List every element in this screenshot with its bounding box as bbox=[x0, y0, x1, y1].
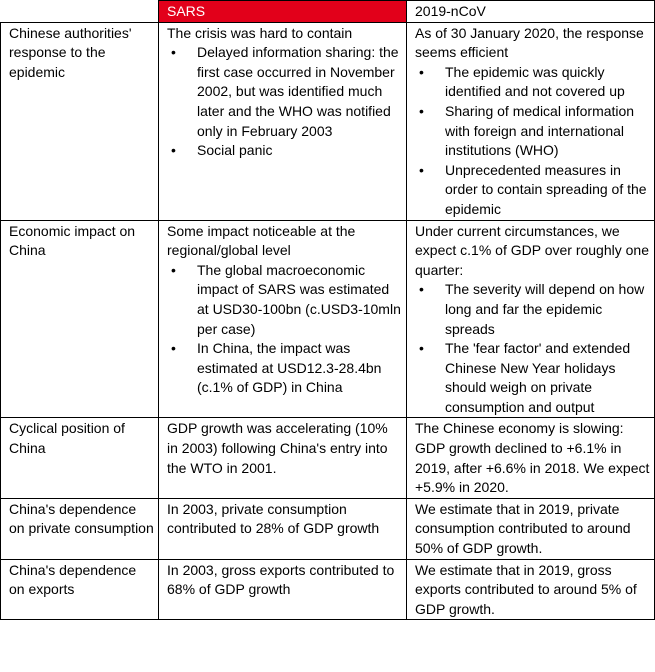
list-item bbox=[415, 161, 650, 220]
bullet-icon: • bbox=[419, 161, 424, 178]
sars-intro-text: In 2003, gross exports contributed to 68% of GDP growth bbox=[167, 561, 395, 598]
sars-cell bbox=[159, 22, 407, 220]
bullet-text: The 'fear factor' and extended Chinese New Year holidays should weigh on private consumption and output bbox=[445, 340, 631, 415]
bullet-text: The severity will depend on how long and far the epidemic spreads bbox=[445, 281, 645, 337]
header-ncov: 2019-nCoV bbox=[407, 1, 655, 23]
list-item bbox=[167, 141, 402, 161]
sars-cell bbox=[159, 220, 407, 418]
list-item bbox=[167, 339, 402, 398]
bullet-text: Social panic bbox=[197, 142, 273, 159]
ncov-intro-text: Under current circumstances, we expect c.1% of GDP over roughly one quarter: bbox=[415, 222, 649, 278]
table-row bbox=[1, 418, 655, 498]
table-row bbox=[1, 22, 655, 220]
ncov-cell bbox=[407, 220, 655, 418]
bullet-text: The global macroeconomic impact of SARS was estimated at USD30-100bn (c.USD3-10mln per case) bbox=[197, 261, 401, 337]
row-label: Economic impact on China bbox=[1, 220, 159, 418]
list-item bbox=[415, 102, 650, 161]
row-label: Chinese authorities' response to the epidemic bbox=[1, 22, 159, 220]
sars-intro-text: GDP growth was accelerating (10% in 2003) following China's entry into the WTO in 2001. bbox=[167, 420, 388, 476]
sars-cell bbox=[159, 559, 407, 620]
ncov-intro-text: As of 30 January 2020, the response seems efficient bbox=[415, 24, 644, 61]
bullet-text: Delayed information sharing: the first case occurred in November 2002, but was identified much later and the WHO was notified only in February 2003 bbox=[197, 44, 399, 139]
ncov-cell bbox=[407, 498, 655, 559]
ncov-bullet-list bbox=[415, 280, 650, 417]
row-label: Cyclical position of China bbox=[1, 418, 159, 498]
bullet-text: The epidemic was quickly identified and not covered up bbox=[445, 63, 625, 100]
sars-cell bbox=[159, 418, 407, 498]
bullet-text: Unprecedented measures in order to contain spreading of the epidemic bbox=[445, 161, 647, 217]
bullet-text: Sharing of medical information with foreign and international institutions (WHO) bbox=[445, 102, 635, 159]
ncov-cell bbox=[407, 418, 655, 498]
bullet-icon: • bbox=[419, 63, 424, 80]
sars-intro-text: Some impact noticeable at the regional/global level bbox=[167, 222, 356, 259]
table-row bbox=[1, 559, 655, 620]
ncov-bullet-list bbox=[415, 63, 650, 220]
sars-bullet-list bbox=[167, 43, 402, 161]
ncov-intro-text: We estimate that in 2019, private consumption contributed to around 50% of GDP growth. bbox=[415, 500, 631, 557]
sars-intro-text: In 2003, private consumption contributed to 28% of GDP growth bbox=[167, 500, 380, 537]
bullet-icon: • bbox=[171, 261, 176, 278]
table-row bbox=[1, 498, 655, 559]
list-item bbox=[415, 280, 650, 339]
ncov-intro-text: The Chinese economy is slowing: GDP growth declined to +6.1% in 2019, after +6.6% in 2018. We expect +5.9% in 2020. bbox=[415, 420, 650, 496]
list-item bbox=[415, 63, 650, 102]
list-item bbox=[167, 43, 402, 141]
list-item bbox=[167, 261, 402, 339]
sars-intro-text: The crisis was hard to contain bbox=[167, 24, 353, 41]
sars-cell bbox=[159, 498, 407, 559]
list-item bbox=[415, 339, 650, 417]
bullet-icon: • bbox=[419, 340, 424, 357]
bullet-icon: • bbox=[171, 44, 176, 61]
ncov-cell bbox=[407, 22, 655, 220]
row-label: China's dependence on private consumption bbox=[1, 498, 159, 559]
header-sars: SARS bbox=[159, 1, 407, 23]
bullet-icon: • bbox=[171, 340, 176, 357]
ncov-cell bbox=[407, 559, 655, 620]
ncov-intro-text: We estimate that in 2019, gross exports contributed to around 5% of GDP growth. bbox=[415, 561, 637, 617]
bullet-text: In China, the impact was estimated at USD12.3-28.4bn (c.1% of GDP) in China bbox=[197, 340, 382, 396]
table-row bbox=[1, 220, 655, 418]
header-blank-cell bbox=[1, 1, 159, 23]
bullet-icon: • bbox=[171, 142, 176, 159]
bullet-icon: • bbox=[419, 102, 424, 119]
bullet-icon: • bbox=[419, 281, 424, 298]
sars-bullet-list bbox=[167, 261, 402, 398]
header-row bbox=[1, 1, 655, 23]
row-label: China's dependence on exports bbox=[1, 559, 159, 620]
